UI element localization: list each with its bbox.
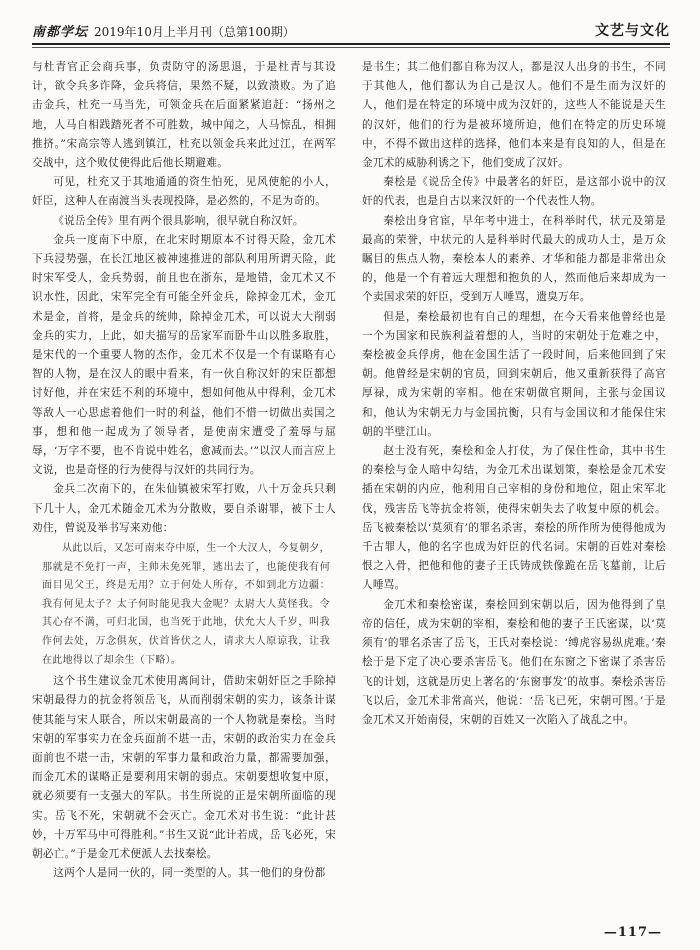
running-header xyxy=(32,10,670,40)
paragraph: 秦桧出身官宦，早年考中进士，在科举时代，状元及第是最高的荣誉，中状元的人是科举时代最大的成功人士，是万众瞩目的焦点人物，秦桧本人的素养、才华和能力都是非常出众的，他是一个有着远大理想和抱负的人，然而他后来却成为一个卖国求荣的奸臣，受到万人唾骂，遗臭万年。 xyxy=(362,214,666,304)
page-number: —117— xyxy=(603,925,662,940)
paragraph: 这个书生建议金兀术使用离间计，借助宋朝奸臣之手除掉宋朝最得力的抗金将领岳飞，从而削弱宋朝的实力，该条计谋使其能与宋人联合，所以宋朝最高的一个人物就是秦桧。当时宋朝的军事实力在金兵面前不堪一击，宋朝的政治实力在金兵面前也不堪一击，宋朝的军事力量和政治力量，都需要加强，而金兀术的谋略正是要利用宋朝的弱点。宋朝要想收复中原，就必须要有一支强大的军队。书生所说的正是宋朝所面临的现实。岳飞不死，宋朝就不会灭亡。金兀术对书生说：“此计甚妙，十万军马中可得胜利。”书生又说“此计若成，岳飞必死，宋朝必亡。”于是金兀术便派人去找秦桧。 xyxy=(32,675,336,861)
header-rule-thick xyxy=(32,43,670,45)
paragraph: 金兀术和秦桧密谋，秦桧回到宋朝以后，因为他得到了皇帝的信任，成为宋朝的宰相，秦桧和他的妻子王氏密谋，以‘莫须有’的罪名杀害了岳飞，王氏对秦桧说：‘缚虎容易纵虎难。’秦桧于是下定了决心要杀害岳飞。他们在东窗之下密谋了杀害岳飞的计划，这就是历史上著名的‘东窗事发’的故事。秦桧杀害岳飞以后，金兀术非常高兴，他说：‘岳飞已死，宋朝可图。’于是金兀术又开始南侵，宋朝的百姓又一次陷入了战乱之中。 xyxy=(362,598,666,726)
paragraph: 是书生；其二他们都自称为汉人，都是汉人出身的书生，不同于其他人，他们都认为自己是汉人。他们不是生而为汉奸的人，他们是在特定的环境中成为汉奸的，这些人不能说是天生的汉奸，他们的行为是被环境所迫，他们在特定的历史环境中，不得不做出这样的选择，他们本来是有良知的人，但是在金兀术的威胁利诱之下，他们变成了汉奸。 xyxy=(362,61,666,170)
issue-info: 2019年10月上半月刊（总第100期） xyxy=(94,25,295,39)
right-column xyxy=(362,58,666,910)
header-rule-thin xyxy=(32,47,670,48)
block-quote: 从此以后，又怎可南来夺中原，生一个大汉人，今复朝夕，那就是不免打一声，主帅未免死罪，逃出去了，也能使我有何面目见父王，终是无用？立于何处人所存，不如到北方边疆：我有何见太子？太子何时能见我大金呢？太尉大人莫怪我。令其心存不满，可归北国，也当死于此地，伏允大人千岁，叫我作何去处，万念俱灰，伏首皆伏之人，请求大人原谅我，让我在此地得以了却余生（下略）。 xyxy=(42,543,330,666)
paragraph: 与杜青官正会商兵事，负责防守的汤思退，于是杜青与其设计，欲令兵多诈降，金兵将信，果然不疑，以致溃败。为了追击金兵，杜充一马当先，可领金兵在后面紧紧追赶：“扬州之地，人马自相践踏死者不可胜数，城中闻之，人马惊乱，相拥推挤。”宋高宗等人逃到镇江，杜充以领金兵来此过江，在两军交战中，这个败仗使得此后他长期避难。 xyxy=(32,61,336,170)
paragraph: 赵士没有死，秦桧和金人打仗，为了保住性命，其中书生的秦桧与金人暗中勾结，为金兀术出谋划策，秦桧是金兀术安插在宋朝的内应，他利用自己宰相的身份和地位，阻止宋军北伐，残害岳飞等抗金将领，使得宋朝失去了收复中原的机会。岳飞被秦桧以‘莫须有’的罪名杀害，秦桧的所作所为使得他成为千古罪人，他的名字也成为奸臣的代名词。宋朝的百姓对秦桧恨之入骨，把他和他的妻子王氏铸成铁像跪在岳飞墓前，让后人唾骂。 xyxy=(362,445,666,592)
paragraph: 可见，杜充又于其地通通的资生怕死，见风使舵的小人，奸臣，这种人在南渡当头表现投降，是必然的，不足为奇的。 xyxy=(32,176,336,208)
paragraph: 秦桧是《说岳全传》中最著名的奸臣，是这部小说中的汉奸的代表，也是自古以来汉奸的一个代表性人物。 xyxy=(362,176,666,208)
left-column xyxy=(32,58,336,910)
paragraph: 但是，秦桧最初也有自己的理想，在今天看来他曾经也是一个为国家和民族利益着想的人，当时的宋朝处于危难之中，秦桧被金兵俘虏，他在金国生活了一段时间，后来他回到了宋朝。他曾经是宋朝的官员，回到宋朝后，他又重新获得了高官厚禄，成为宋朝的宰相。他在宋朝做官期间，主张与金国议和，他认为宋朝无力与金国抗衡，只有与金国议和才能保住宋朝的半壁江山。 xyxy=(362,310,666,438)
paragraph: 金兵一度南下中原，在北宋时期原本不讨得天险，金兀术下兵浸势强，在长江地区被神速推进的部队利用所谓天险，此时宋军受人，金兵势弱，前且也在浙东，是地错，金兀术又不识水性，因此，宋军完全有可能全歼金兵，除掉金兀术，金兀术是金，首将，是金兵的统帅，除掉金兀术，可以说大大削弱金兵的实力，上此，如夫描写的岳家军而卧牛山以胜多取胜，是宋代的一个重要人物的杰作，金兀术不仅是一个有谋略有心智的人物，是在汉人的眼中看来，有一伙自称汉奸的宋臣都想讨好他，并在宋廷不利的环境中，想如何他从中得利，金兀术等敌人一心思虑着他们一时的利益，他们不惜一切做出卖国之事，想和他一起成为了领导者，是使南宋遭受了羞辱与屈辱，‘万字不要，也不肯说中姓名，愈减而去。’”以汉人而言应上文说，也是奇怪的行为使得与汉奸的共同行为。 xyxy=(32,233,336,477)
header-left xyxy=(32,21,295,40)
section-title: 文艺与文化 xyxy=(595,23,670,39)
paragraph: 这两个人是同一伙的，同一类型的人。其一他们的身份都 xyxy=(53,867,326,880)
journal-name: 南都学坛 xyxy=(32,25,89,40)
paragraph: 金兵二次南下的，在朱仙镇被宋军打败，八十万金兵只剩下几十人，金兀术随金兀术为分散败，要自杀谢罪，被下士人劝住，曾说及举书写来劝他： xyxy=(32,483,336,534)
paragraph: 《说岳全传》里有两个很具影响，很早就自称汉奸。 xyxy=(53,214,304,227)
